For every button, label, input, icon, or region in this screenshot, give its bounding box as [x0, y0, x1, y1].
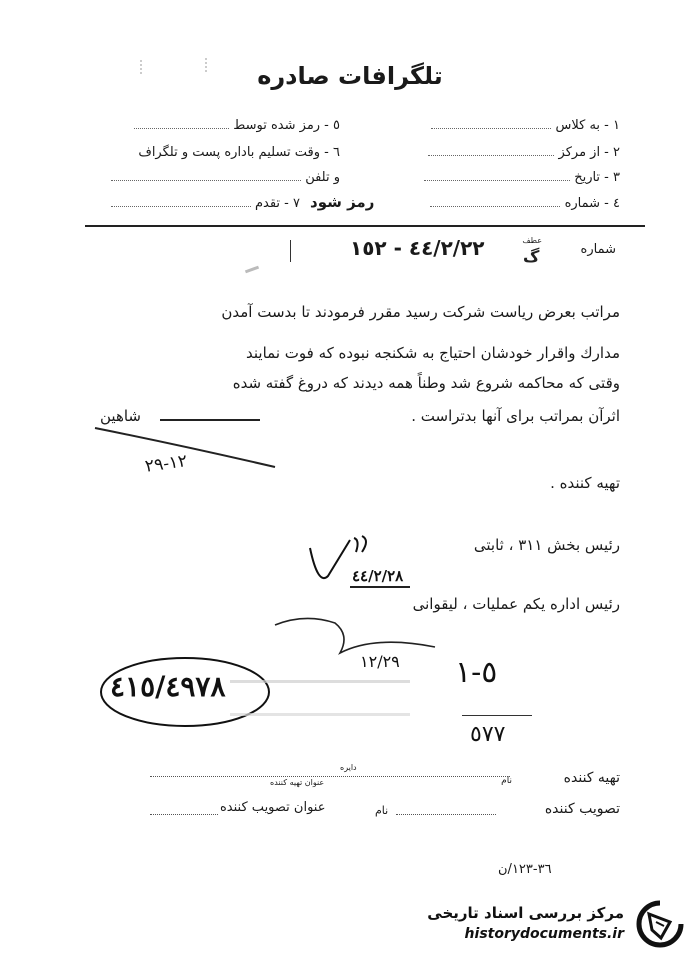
circled-number: ٤١٥/٤٩٧٨: [110, 670, 226, 703]
margin-number: ٥٧٧: [470, 722, 506, 747]
handwritten-date-1: ١٢-٢٩: [143, 451, 189, 477]
tick-mark: [290, 240, 291, 262]
header-field-priority: [111, 196, 300, 211]
dotted-line: [111, 170, 301, 181]
signatory-name: شاهین: [100, 407, 141, 425]
body-line-1: مراتب بعرض ریاست شرکت رسید مقرر فرمودند تا بدست آمدن: [221, 303, 620, 321]
chief-operations-dept: رئیس اداره یکم عملیات ، لیقوانی: [412, 595, 620, 613]
header-field-encoded-by: [134, 118, 340, 133]
header-field-delivery-time: [138, 145, 340, 160]
document-title: تلگرافات صادره: [257, 62, 443, 90]
header-field-label: ٧ - تقدم: [254, 196, 300, 211]
watermark-title: مرکز بررسی اسناد تاریخی: [427, 904, 624, 922]
dotted-line: [111, 196, 251, 207]
reference-stamp: عطف: [522, 236, 542, 245]
body-line-2: مدارك واقرار خودشان احتیاج به شکنجه نبوده که فوت نمایند: [246, 344, 620, 362]
handwritten-stroke: [90, 420, 290, 480]
header-field-label: ٣ - تاریخ: [574, 170, 620, 185]
svg-text:گ: گ: [523, 247, 540, 266]
footer-prepared-label: تهیه کننده: [563, 770, 620, 786]
scan-speck: [140, 60, 148, 74]
form-code: ٣٦-١٢٣/ن: [498, 862, 552, 877]
scan-speck: [245, 266, 259, 274]
encode-note: رمز شود: [310, 193, 375, 211]
margin-underline: [462, 715, 532, 716]
faint-stamp: [230, 680, 410, 716]
reference-number: ٤٤/٢/٢٢ - ١٥٢: [350, 236, 485, 260]
header-field-label: ١ - به کلاس: [555, 118, 620, 133]
reference-stamp-icon: [521, 246, 543, 266]
footer-approver-label: تصویب کننده: [544, 801, 620, 817]
footer-prepared-line: [150, 776, 510, 777]
footer-approver-name-label: نام: [375, 804, 389, 817]
watermark-url: historydocuments.ir: [464, 926, 624, 942]
chief-section-311: رئیس بخش ٣١١ ، ثابتی: [473, 536, 620, 554]
header-field-class: [431, 118, 620, 133]
signature-date: ٤٤/٢/٢٨: [352, 567, 404, 585]
header-field-phone: [111, 170, 340, 185]
dotted-line: [134, 118, 229, 129]
dotted-line: [431, 118, 551, 129]
number-label: شماره: [580, 242, 616, 257]
footer-prepared-title-label: عنوان تهیه کننده: [270, 778, 325, 787]
dotted-line: [428, 145, 554, 156]
header-field-label: ٦ - وقت تسلیم باداره پست و تلگراف: [138, 145, 340, 160]
handwritten-small-number: ١٢/٢٩: [360, 652, 400, 671]
prepared-by: تهیه کننده .: [550, 474, 620, 492]
footer-name-label: نام: [501, 776, 512, 786]
header-field-number: [430, 196, 620, 211]
header-field-date: [424, 170, 620, 185]
dotted-line: [430, 196, 560, 207]
header-field-from: [428, 145, 620, 160]
footer-approver-line-2: [150, 814, 218, 815]
body-line-4: اثرآن بمراتب برای آنها بدتراست .: [411, 407, 620, 425]
margin-mark: ٥-١: [455, 655, 498, 690]
scan-speck: [205, 58, 211, 72]
header-field-label: ٥ - رمز شده توسط: [233, 118, 340, 133]
footer-approver-line-1: [396, 814, 496, 815]
header-field-label: ٤ - شماره: [564, 196, 620, 211]
body-line-3: وقتی که محاکمه شروع شد وطناً همه دیدند که دروغ گفته شده: [232, 374, 620, 392]
footer-approver-title-label: عنوان تصویب کننده: [220, 800, 326, 815]
signature-underline: [350, 586, 410, 588]
footer-unit-label: دایره: [340, 763, 357, 772]
header-divider: [85, 225, 645, 227]
dotted-line: [424, 170, 570, 181]
header-field-label: ٢ - از مرکز: [558, 145, 620, 160]
header-field-label: و تلفن: [305, 170, 340, 185]
archive-logo-icon: [636, 900, 684, 950]
